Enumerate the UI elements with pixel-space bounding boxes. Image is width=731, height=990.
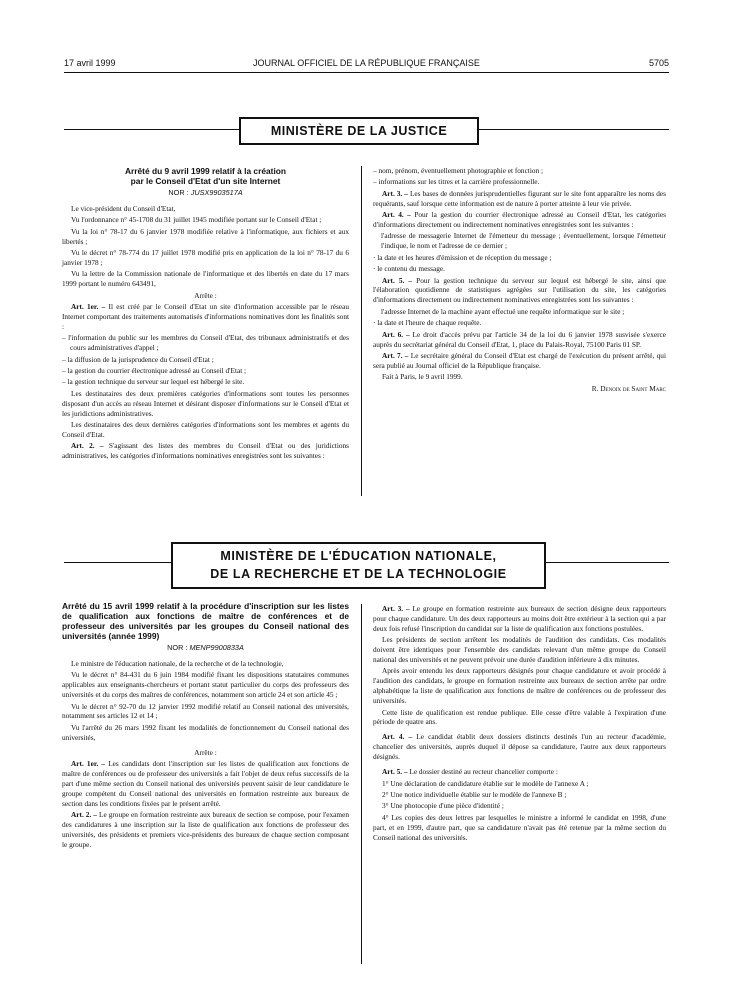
paragraph-text: 1° Une déclaration de candidature établie sur le modèle de l'annexe A ; bbox=[382, 778, 589, 788]
decree-paragraphs bbox=[373, 604, 666, 842]
paragraph-text: Le droit d'accès prévu par l'article 34 de la loi du 6 janvier 1978 susvisée s'exerce auprès du secrétariat général du Conseil d'Etat, 1, place du Palais-Royal, 75100 Paris 01 SP. bbox=[373, 329, 666, 349]
article-number: Art. 5. – bbox=[382, 767, 408, 777]
article-number: Art. 1er. – bbox=[71, 302, 106, 312]
nor-reference bbox=[62, 188, 349, 198]
ministry-education-line-1: MINISTÈRE DE L'ÉDUCATION NATIONALE, bbox=[220, 549, 497, 563]
paragraph-text: Après avoir entendu les deux rapporteurs désignés pour chaque candidature et avoir procédé à l'audition des candidats, le groupe en formation restreinte aux bureaux de section arrête par ordre alphabétique la liste de qualification aux fonctions de maître de conférences ou de professeur des universités. bbox=[373, 666, 666, 706]
decree-paragraphs bbox=[62, 659, 349, 850]
article-number: Art. 7. – bbox=[382, 350, 409, 360]
article-paragraph bbox=[373, 189, 666, 209]
paragraph-text: Les présidents de section arrêtent les modalités de l'audition des candidats. Ces modalités doivent être identiques pour l'ensemble des candidats relevant d'un même groupe du Conseil national des universités et ne peuvent prévoir une durée d'audition inférieure à dix minutes. bbox=[373, 635, 666, 665]
article-number: Art. 6. – bbox=[382, 329, 410, 339]
paragraph-text: Vu la loi n° 78-17 du 6 janvier 1978 modifiée relative à l'informatique, aux fichiers et aux libertés ; bbox=[62, 226, 349, 246]
paragraph bbox=[62, 659, 349, 669]
paragraph bbox=[373, 779, 666, 789]
article-paragraph bbox=[373, 276, 666, 306]
paragraph bbox=[373, 177, 666, 187]
article-paragraph bbox=[373, 210, 666, 230]
article-paragraph bbox=[62, 759, 349, 809]
paragraph bbox=[373, 801, 666, 811]
header-rule bbox=[64, 72, 669, 73]
paragraph-text: S'agissant des listes des membres du Conseil d'Etat ou des juridictions administratives, les catégories d'informations nominatives enregistrées sont les suivantes : bbox=[62, 441, 349, 461]
paragraph-text: – la gestion du courrier électronique adressé au Conseil d'Etat ; bbox=[62, 366, 247, 375]
article-number: Art. 1er. – bbox=[71, 759, 106, 769]
paragraph bbox=[373, 318, 666, 328]
paragraph-text: 2° Une notice individuelle établie sur le modèle de l'annexe B ; bbox=[382, 789, 567, 799]
article-paragraph bbox=[62, 810, 349, 850]
paragraph-text: Fait à Paris, le 9 avril 1999. bbox=[382, 372, 463, 382]
paragraph-text: Les destinataires des deux premières catégories d'informations sont toutes les personnes disposant d'un accès au réseau Internet et désirant disposer d'informations sur le Conseil d'Etat et les juridictions administratives. bbox=[62, 388, 349, 418]
header-page-number: 5705 bbox=[648, 58, 669, 68]
header-journal-title: JOURNAL OFFICIEL DE LA RÉPUBLIQUE FRANÇAISE bbox=[253, 58, 480, 68]
paragraph bbox=[62, 420, 349, 440]
article-paragraph bbox=[373, 767, 666, 777]
paragraph bbox=[373, 307, 666, 317]
nor-reference bbox=[62, 643, 349, 653]
paragraph bbox=[373, 635, 666, 665]
paragraph-text: Vu la lettre de la Commission nationale de l'informatique et des libertés en date du 17 mars 1999 portant le numéro 643491, bbox=[62, 269, 349, 289]
paragraph-text: Les candidats dont l'inscription sur les listes de qualification aux fonctions de maître de conférences ou de professeur des universités a fait l'objet de deux refus successifs de la part d'une même section du Conseil national des universités peuvent saisir de leur candidature le groupe compétent du Conseil national des universités en formation restreinte aux bureaux de section dans les conditions fixées par le présent arrêté. bbox=[62, 759, 350, 808]
paragraph-text: Vu l'arrêté du 26 mars 1992 fixant les modalités de fonctionnement du Conseil national des universités, bbox=[62, 722, 349, 742]
article-number: Art. 4. – bbox=[382, 732, 413, 742]
paragraph bbox=[373, 666, 666, 706]
paragraph-text: Cette liste de qualification est rendue publique. Elle cesse d'être valable à l'expiration d'une période de quatre ans. bbox=[373, 707, 666, 727]
ministry-education-line-2: DE LA RECHERCHE ET DE LA TECHNOLOGIE bbox=[210, 567, 507, 581]
paragraph bbox=[373, 372, 666, 382]
justice-decree-right-column bbox=[373, 166, 666, 395]
ministry-justice-heading: MINISTÈRE DE LA JUSTICE bbox=[239, 117, 479, 145]
paragraph-text: 3° Une photocopie d'une pièce d'identité ; bbox=[382, 801, 504, 811]
paragraph bbox=[62, 227, 349, 247]
ministry-education-heading bbox=[171, 542, 546, 589]
paragraph-text: Vu le décret n° 78-774 du 17 juillet 1978 modifié pris en application de la loi n° 78-17 du 6 janvier 1978 ; bbox=[62, 248, 349, 267]
article-number: Art. 3. – bbox=[382, 604, 410, 613]
paragraph bbox=[62, 333, 349, 353]
paragraph bbox=[373, 166, 666, 176]
article-number: Art. 4. – bbox=[382, 210, 411, 220]
column-divider bbox=[361, 166, 362, 496]
article-number: Art. 2. – bbox=[71, 441, 104, 451]
paragraph bbox=[62, 377, 349, 387]
education-decree-right-column bbox=[373, 604, 666, 844]
paragraph-text: – informations sur les titres et la carrière professionnelle. bbox=[373, 177, 540, 187]
paragraph-text: Pour la gestion technique du serveur sur lequel est hébergé le site, ainsi que l'élaboration quotidienne de statistiques agrégées sur l'utilisation du site, les catégories d'informations directement ou indirectement nominatives enregistrées sont les suivantes : bbox=[373, 275, 666, 305]
justice-decree-left-column bbox=[62, 166, 349, 463]
paragraph-text: Les bases de données jurisprudentielles figurant sur le site font apparaître les noms des requérants, sauf lorsque cette information est de nature à porter atteinte à leur vie privée. bbox=[373, 188, 666, 208]
paragraph-text: R. Denoix de Saint Marc bbox=[591, 383, 666, 393]
header-date: 17 avril 1999 bbox=[64, 58, 116, 68]
paragraph-text: · la date et les heures d'émission et de réception du message ; bbox=[373, 252, 552, 262]
paragraph bbox=[373, 253, 666, 263]
paragraph bbox=[62, 702, 349, 722]
paragraph-text: – la gestion technique du serveur sur lequel est hébergé le site. bbox=[62, 377, 245, 387]
paragraph bbox=[62, 204, 349, 214]
paragraph-text: – l'information du public sur les membres du Conseil d'Etat, des tribunaux administratifs et des cours administratives d'appel ; bbox=[62, 333, 349, 353]
nor-label: NOR : bbox=[167, 643, 188, 652]
decree-title-line-1: Arrêté du 9 avril 1999 relatif à la création bbox=[124, 166, 287, 176]
page-header bbox=[64, 58, 669, 72]
paragraph bbox=[62, 748, 349, 758]
decree-title bbox=[62, 166, 349, 186]
paragraph bbox=[373, 708, 666, 728]
paragraph bbox=[373, 384, 666, 394]
paragraph-text: Vu le décret n° 84-431 du 6 juin 1984 modifié fixant les dispositions statutaires communes applicables aux enseignants-chercheurs et portant statut particulier du corps des professeurs des universités et du corps des maîtres de conférences, notamment son article 24 et son article 45 ; bbox=[62, 670, 349, 700]
decree-paragraphs bbox=[373, 166, 666, 394]
paragraph bbox=[62, 291, 349, 301]
paragraph-text: 4° Les copies des deux lettres par lesquelles le ministre a informé le candidat en 1998, d'une part, et en 1999, d'autre part, que sa candidature n'avait pas été retenue par la même section du Conseil national des universités. bbox=[373, 812, 666, 842]
paragraph bbox=[62, 355, 349, 365]
article-number: Art. 5. – bbox=[382, 275, 413, 285]
article-paragraph bbox=[62, 302, 349, 332]
paragraph bbox=[62, 269, 349, 289]
paragraph-text: – la diffusion de la jurisprudence du Conseil d'Etat ; bbox=[62, 354, 214, 364]
paragraph-text: · la date et l'heure de chaque requête. bbox=[373, 318, 482, 328]
nor-code: JUSX9903517A bbox=[190, 188, 243, 197]
paragraph-text: Arrête : bbox=[194, 290, 217, 300]
paragraph bbox=[62, 389, 349, 419]
paragraph-text: Le secrétaire général du Conseil d'Etat est chargé de l'exécution du présent arrêté, qui sera publié au Journal officiel de la République française. bbox=[373, 350, 666, 370]
nor-label: NOR : bbox=[168, 188, 189, 197]
article-number: Art. 3. – bbox=[382, 188, 408, 198]
paragraph bbox=[373, 264, 666, 274]
paragraph-text: Vu le décret n° 92-70 du 12 janvier 1992 modifié relatif au Conseil national des universités, notamment ses articles 12 et 14 ; bbox=[62, 701, 349, 721]
paragraph bbox=[373, 231, 666, 251]
paragraph-text: Le dossier destiné au recteur chancelier comporte : bbox=[407, 767, 558, 777]
paragraph-text: Le ministre de l'éducation nationale, de la recherche et de la technologie, bbox=[71, 658, 284, 668]
paragraph bbox=[62, 723, 349, 743]
article-paragraph bbox=[373, 604, 666, 634]
article-paragraph bbox=[62, 441, 349, 461]
column-divider bbox=[361, 604, 362, 964]
paragraph-text: l'adresse Internet de la machine ayant effectué une requête informatique sur le site ; bbox=[381, 306, 625, 316]
article-number: Art. 2. – bbox=[71, 810, 97, 820]
article-paragraph bbox=[373, 330, 666, 350]
paragraph-text: Arrête : bbox=[194, 747, 217, 757]
paragraph-text: · le contenu du message. bbox=[373, 264, 445, 274]
article-paragraph bbox=[373, 732, 666, 762]
paragraph-text: Le groupe en formation restreinte aux bureaux de section désigne deux rapporteurs pour chaque candidature. Un des deux rapporteurs au moins doit être extérieur à la section qui a par deux fois refusé l'inscription du candidat sur la liste de qualification aux fonctions postulées. bbox=[373, 604, 666, 633]
paragraph bbox=[373, 790, 666, 800]
paragraph bbox=[373, 813, 666, 843]
paragraph-text: Il est créé par le Conseil d'Etat un site d'information accessible par le réseau Internet comportant des traitements automatisés d'informations nominatives dont les finalités sont : bbox=[62, 302, 350, 331]
paragraph-text: Le candidat établit deux dossiers distincts destinés l'un au recteur d'académie, chancelier des universités, auprès duquel il dépose sa candidature, l'autre aux deux rapporteurs désignés. bbox=[373, 732, 666, 762]
decree-title: Arrêté du 15 avril 1999 relatif à la procédure d'inscription sur les listes de qualification aux fonctions de maître de conférences et de professeur des universités par les groupes du Conseil national des universités (année 1999) bbox=[62, 601, 349, 641]
decree-paragraphs bbox=[62, 204, 349, 461]
paragraph bbox=[62, 670, 349, 700]
decree-title-line-2: par le Conseil d'Etat d'un site Internet bbox=[130, 176, 281, 186]
paragraph-text: – nom, prénom, éventuellement photographie et fonction ; bbox=[373, 166, 544, 175]
paragraph bbox=[62, 215, 349, 225]
education-decree-left-column bbox=[62, 601, 349, 851]
paragraph-text: Les destinataires des deux dernières catégories d'informations sont les membres et agents du Conseil d'Etat. bbox=[62, 420, 349, 439]
paragraph-text: Le vice-président du Conseil d'Etat, bbox=[71, 203, 176, 213]
article-paragraph bbox=[373, 351, 666, 371]
paragraph bbox=[62, 248, 349, 268]
paragraph-text: Le groupe en formation restreinte aux bureaux de section se compose, pour l'examen des candidatures à une inscription sur la liste de qualification aux fonctions de professeur des universités, des présidents et premiers vice-présidents des bureaux de chaque section composant le groupe. bbox=[62, 810, 349, 849]
paragraph bbox=[62, 366, 349, 376]
paragraph-text: l'adresse de messagerie Internet de l'émetteur du message ; éventuellement, lorsque l'émetteur l'indique, le nom et l'adresse de ce dernier ; bbox=[381, 231, 666, 251]
nor-code: MENP9900833A bbox=[189, 643, 244, 652]
paragraph-text: Pour la gestion du courrier électronique adressé au Conseil d'Etat, les catégories d'informations directement ou indirectement nominatives enregistrées sont les suivantes : bbox=[373, 210, 666, 230]
paragraph-text: Vu l'ordonnance n° 45-1708 du 31 juillet 1945 modifiée portant sur le Conseil d'Etat ; bbox=[71, 215, 322, 225]
